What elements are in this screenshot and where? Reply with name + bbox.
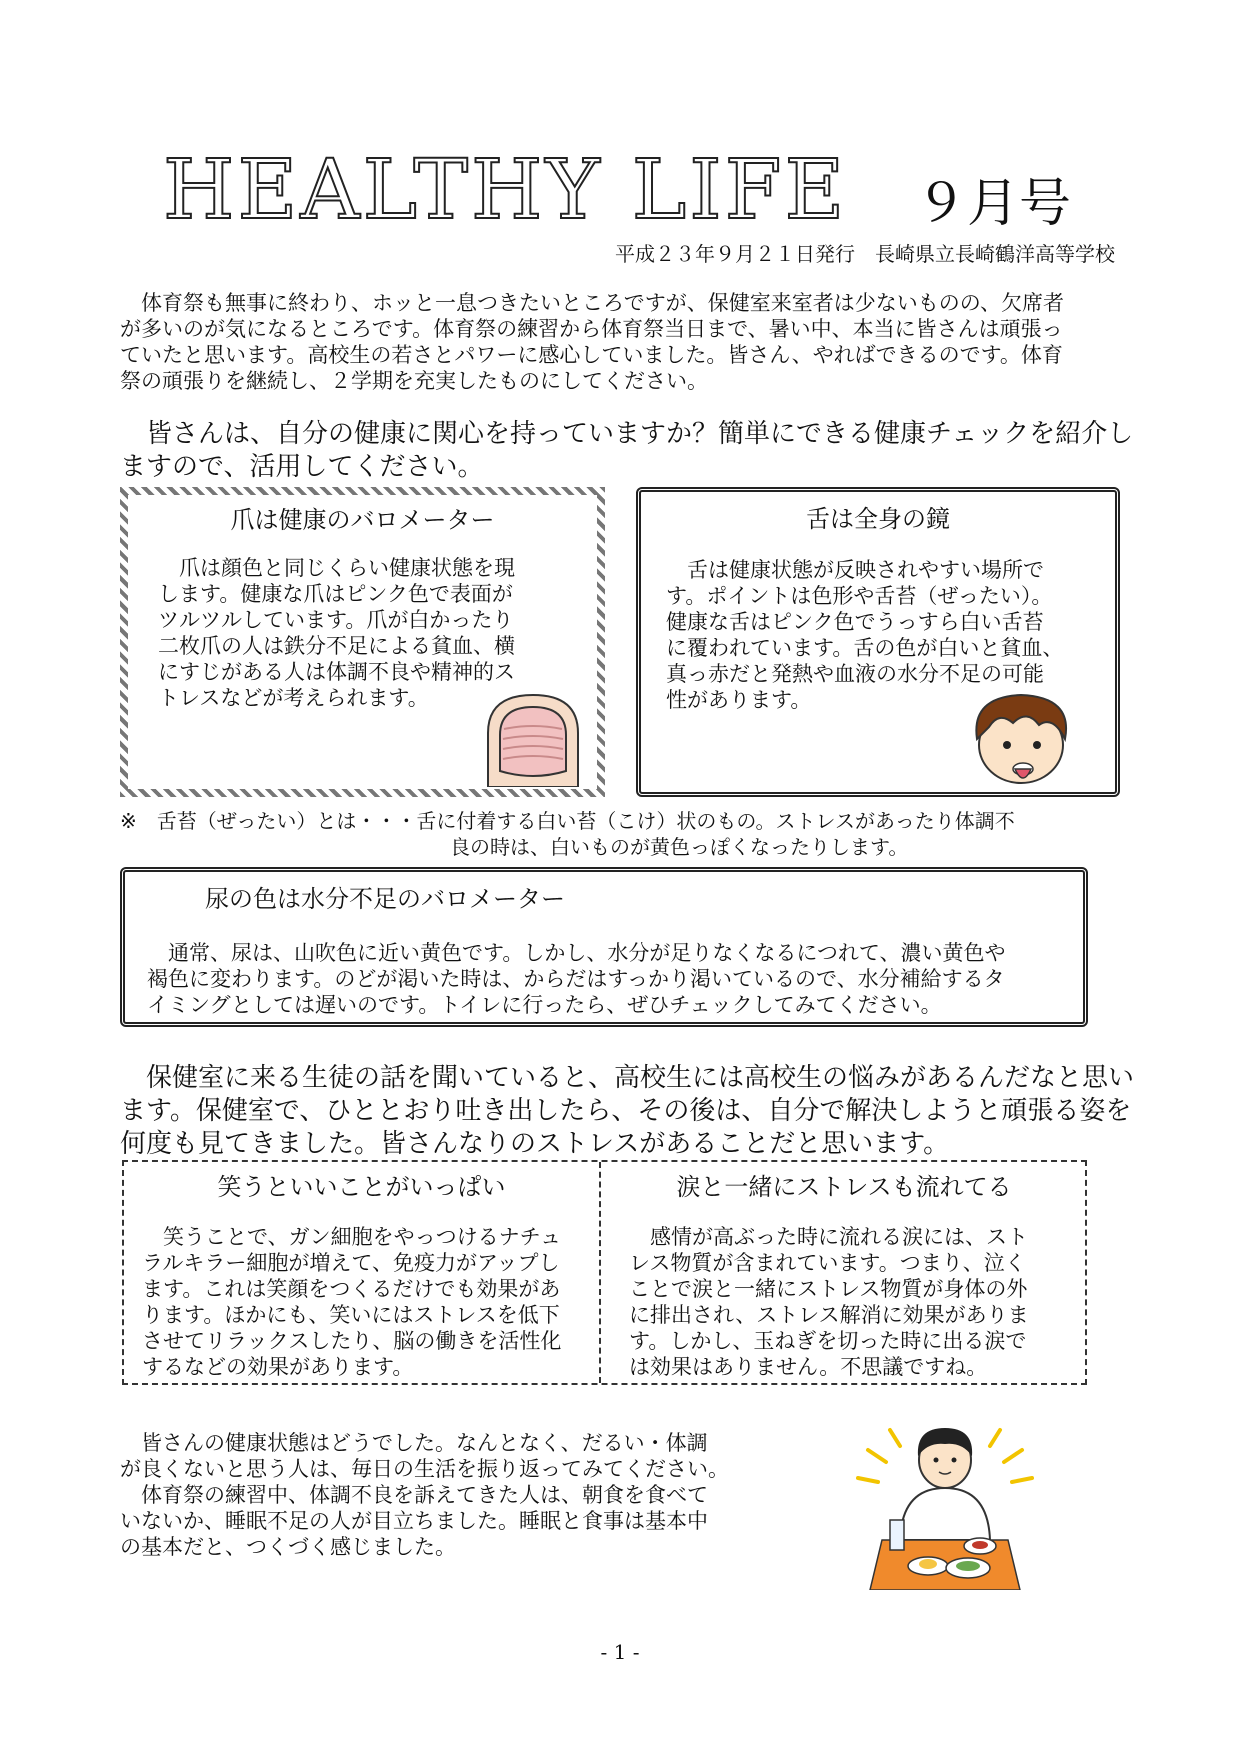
- lead-line: ます。保健室で、ひととおり吐き出したら、その後は、自分で解決しようと頑張る姿を: [120, 1096, 1132, 1126]
- intro-line: が多いのが気になるところです。体育祭の練習から体育祭当日まで、暑い中、本当に皆さんは頑張っ: [120, 317, 1063, 341]
- intro-line: ていたと思います。高校生の若さとパワーに感心していました。皆さん、やればできるのです。体育: [120, 343, 1063, 367]
- tears-box-text: [629, 1224, 1069, 1380]
- text-line: に覆われています。舌の色が白いと貧血、: [666, 636, 1064, 660]
- urine-box-heading: 尿の色は水分不足のバロメーター: [205, 885, 565, 913]
- closing-line: 皆さんの健康状態はどうでした。なんとなく、だるい・体調: [120, 1431, 708, 1455]
- urine-box-text: [147, 940, 1067, 1018]
- fingernail-icon: [486, 693, 581, 787]
- text-line: ことで涙と一緒にストレス物質が身体の外: [629, 1277, 1028, 1301]
- text-line: 健康な舌はピンク色でうっすら白い舌苔: [666, 610, 1044, 634]
- page-number: - 1 -: [600, 1640, 640, 1664]
- boy-breakfast-icon: [850, 1420, 1040, 1590]
- laugh-box-heading: 笑うといいことがいっぱい: [217, 1173, 506, 1201]
- intro-paragraph: [120, 290, 1130, 394]
- text-line: 真っ赤だと発熱や血液の水分不足の可能: [666, 662, 1044, 686]
- newsletter-title: HEALTHY LIFE: [163, 143, 848, 238]
- intro-line: 祭の頑張りを継続し、２学期を充実したものにしてください。: [120, 369, 708, 393]
- publication-line: 平成２３年９月２１日発行 長崎県立長崎鶴洋高等学校: [615, 242, 1115, 266]
- intro-line: 体育祭も無事に終わり、ホッと一息つきたいところですが、保健室来室者は少ないものの、欠席者: [120, 291, 1064, 315]
- text-line: イミングとしては遅いのです。トイレに行ったら、ぜひチェックしてみてください。: [147, 993, 942, 1017]
- urine-box: [120, 867, 1088, 1027]
- tears-box-heading: 涙と一緒にストレスも流れてる: [676, 1173, 1012, 1201]
- text-line: にすじがある人は体調不良や精神的ス: [158, 660, 515, 684]
- text-line: 舌は健康状態が反映されやすい場所で: [666, 558, 1044, 582]
- laugh-box-text: [142, 1224, 597, 1380]
- nail-box: [120, 487, 605, 797]
- text-line: します。健康な爪はピンク色で表面が: [158, 582, 513, 606]
- text-line: ラルキラー細胞が増えて、免疫力がアップし: [142, 1251, 560, 1275]
- laugh-box: [124, 1162, 599, 1383]
- stress-boxes: [122, 1160, 1087, 1385]
- closing-line: いないか、睡眠不足の人が目立ちました。睡眠と食事は基本中: [120, 1509, 708, 1533]
- text-line: 通常、尿は、山吹色に近い黄色です。しかし、水分が足りなくなるにつれて、濃い黄色や: [147, 941, 1006, 965]
- text-line: するなどの効果があります。: [142, 1355, 414, 1379]
- health-check-lead: [120, 418, 1140, 484]
- tongue-coating-note: [120, 808, 1130, 860]
- tongue-box: [636, 487, 1120, 797]
- text-line: 感情が高ぶった時に流れる涙には、スト: [629, 1225, 1028, 1249]
- lead-line: ますので、活用してください。: [120, 452, 484, 482]
- text-line: は効果はありません。不思議ですね。: [629, 1355, 988, 1379]
- text-line: す。ポイントは色形や舌苔（ぜったい）。: [666, 584, 1053, 608]
- text-line: 笑うことで、ガン細胞をやっつけるナチュ: [142, 1225, 561, 1249]
- text-line: 性があります。: [666, 688, 812, 712]
- nail-box-heading: 爪は健康のバロメーター: [230, 506, 495, 534]
- closing-line: が良くないと思う人は、毎日の生活を振り返ってみてください。: [120, 1457, 729, 1481]
- nail-box-text: [158, 555, 578, 711]
- text-line: 爪は顔色と同じくらい健康状態を現: [158, 556, 515, 580]
- text-line: 褐色に変わります。のどが渇いた時は、からだはすっかり渇いているので、水分補給するタ: [147, 967, 1005, 991]
- text-line: に排出され、ストレス解消に効果がありま: [629, 1303, 1029, 1327]
- text-line: トレスなどが考えられます。: [158, 686, 429, 710]
- text-line: ツルツルしています。爪が白かったり: [158, 608, 514, 632]
- text-line: ます。これは笑顔をつくるだけでも効果があ: [142, 1277, 561, 1301]
- note-line: 良の時は、白いものが黄色っぽくなったりします。: [450, 835, 909, 859]
- note-line: ※ 舌苔（ぜったい）とは・・・舌に付着する白い苔（こけ）状のもの。ストレスがあったり体調不: [120, 809, 1015, 833]
- stress-lead: [120, 1062, 1140, 1161]
- lead-line: 何度も見てきました。皆さんなりのストレスがあることだと思います。: [120, 1129, 950, 1159]
- text-line: ります。ほかにも、笑いにはストレスを低下: [142, 1303, 560, 1327]
- tears-box: [601, 1162, 1087, 1383]
- closing-line: の基本だと、つくづく感じました。: [120, 1535, 456, 1559]
- issue-label: ９月号: [915, 174, 1072, 234]
- lead-line: 保健室に来る生徒の話を聞いていると、高校生には高校生の悩みがあるんだなと思い: [120, 1063, 1135, 1093]
- tongue-box-heading: 舌は全身の鏡: [806, 505, 950, 533]
- boy-tongue-icon: [961, 687, 1081, 787]
- text-line: 二枚爪の人は鉄分不足による貧血、横: [158, 634, 515, 658]
- closing-line: 体育祭の練習中、体調不良を訴えてきた人は、朝食を食べて: [120, 1483, 708, 1507]
- text-line: レス物質が含まれています。つまり、泣く: [629, 1251, 1026, 1275]
- text-line: させてリラックスしたり、脳の働きを活性化: [142, 1329, 562, 1353]
- text-line: す。しかし、玉ねぎを切った時に出る涙で: [629, 1329, 1027, 1353]
- lead-line: 皆さんは、自分の健康に関心を持っていますか？簡単にできる健康チェックを紹介し: [120, 419, 1134, 449]
- closing-paragraph: [120, 1430, 770, 1560]
